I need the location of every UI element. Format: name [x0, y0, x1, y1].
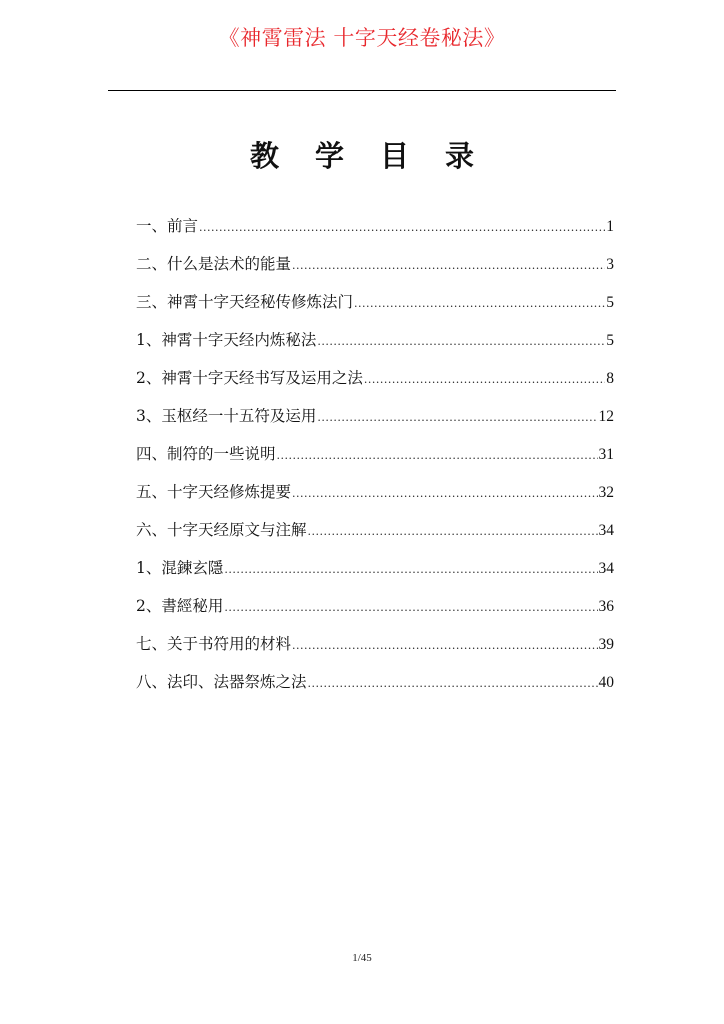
- toc-dot-leader: [199, 216, 605, 240]
- toc-entry-label: 2、神霄十字天经书写及运用之法: [136, 369, 363, 387]
- toc-heading-char: 学: [314, 139, 344, 173]
- toc-entry-page: 39: [598, 636, 614, 653]
- toc-entry[interactable]: [136, 632, 614, 670]
- toc-entry[interactable]: [136, 404, 614, 442]
- toc-entry[interactable]: [136, 556, 614, 594]
- toc-entry[interactable]: [136, 366, 614, 404]
- toc-entry-label: 七、关于书符用的材料: [136, 635, 292, 653]
- toc-entry-page: 5: [606, 332, 614, 349]
- toc-entry-page: 8: [606, 370, 614, 387]
- toc-entry[interactable]: [136, 328, 614, 366]
- toc-dot-leader: [317, 330, 605, 354]
- toc-dot-leader: [277, 444, 598, 468]
- toc-dot-leader: [224, 596, 597, 620]
- toc-entry-label: 一、前言: [136, 217, 199, 235]
- toc-list: [136, 214, 614, 708]
- toc-entry-label: 三、神霄十字天经秘传修炼法门: [136, 293, 354, 311]
- toc-dot-leader: [354, 292, 605, 316]
- toc-dot-leader: [308, 520, 598, 544]
- toc-entry-label: 四、制符的一些说明: [136, 445, 276, 463]
- toc-entry-label: 六、十字天经原文与注解: [136, 521, 307, 539]
- document-header-title: 《神霄雷法 十字天经卷秘法》: [218, 26, 506, 50]
- toc-entry-page: 34: [598, 560, 614, 577]
- toc-entry-label: 五、十字天经修炼提要: [136, 483, 292, 501]
- toc-dot-leader: [308, 672, 598, 696]
- toc-entry-page: 12: [598, 408, 614, 425]
- toc-entry[interactable]: [136, 518, 614, 556]
- toc-entry-label: 3、玉枢经一十五符及运用: [136, 407, 317, 425]
- toc-dot-leader: [364, 368, 605, 392]
- toc-entry-page: 3: [606, 256, 614, 273]
- toc-entry-page: 36: [598, 598, 614, 615]
- toc-heading: [0, 134, 724, 175]
- toc-entry-label: 1、混鍊玄隱: [136, 559, 224, 577]
- toc-dot-leader: [292, 482, 597, 506]
- toc-entry-label: 2、書經秘用: [136, 597, 224, 615]
- toc-entry-label: 八、法印、法器祭炼之法: [136, 673, 307, 691]
- toc-heading-char: 教: [249, 139, 279, 173]
- toc-dot-leader: [317, 406, 597, 430]
- toc-entry[interactable]: [136, 480, 614, 518]
- toc-entry[interactable]: [136, 252, 614, 290]
- toc-entry[interactable]: [136, 214, 614, 252]
- toc-heading-char: 录: [445, 139, 475, 173]
- toc-entry-page: 40: [598, 674, 614, 691]
- toc-entry-page: 32: [598, 484, 614, 501]
- toc-entry-page: 5: [606, 294, 614, 311]
- toc-dot-leader: [292, 254, 605, 278]
- toc-entry[interactable]: [136, 442, 614, 480]
- toc-entry-page: 1: [606, 218, 614, 235]
- toc-entry[interactable]: [136, 290, 614, 328]
- toc-entry[interactable]: [136, 594, 614, 632]
- header-divider: [108, 90, 616, 91]
- toc-dot-leader: [224, 558, 597, 582]
- toc-entry-label: 1、神霄十字天经内炼秘法: [136, 331, 317, 349]
- toc-entry-page: 34: [598, 522, 614, 539]
- toc-dot-leader: [292, 634, 597, 658]
- toc-entry-page: 31: [598, 446, 614, 463]
- toc-entry[interactable]: [136, 670, 614, 708]
- page-number: 1/45: [352, 952, 372, 964]
- toc-heading-char: 目: [380, 139, 410, 173]
- toc-entry-label: 二、什么是法术的能量: [136, 255, 292, 273]
